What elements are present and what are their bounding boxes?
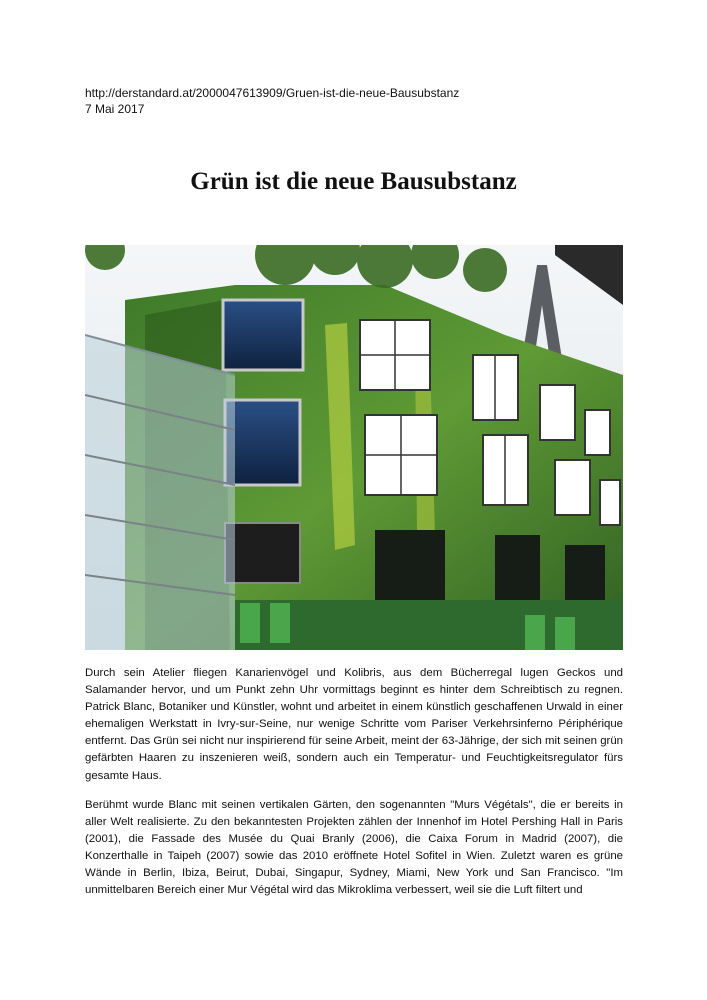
article-title: Grün ist die neue Bausubstanz — [190, 168, 517, 195]
article-photo — [85, 245, 623, 650]
source-url: http://derstandard.at/2000047613909/Gruen-ist-die-neue-Bausubstanz — [85, 86, 460, 100]
document-meta — [85, 85, 459, 117]
paragraph-2: Berühmt wurde Blanc mit seinen vertikalen Gärten, den sogenannten "Murs Végétals", die er bereits in aller Welt realisierte. Zu den bekanntesten Projekten zählen der Innenhof im Hotel Pershing Hall in Paris (2001), die Fassade des Musée du Quai Branly (2006), die Caixa Forum in Madrid (2007), die Konzerthalle in Taipeh (2007) sowie das 2010 eröffnete Hotel Sofitel in Wien. Zuletzt waren es grüne Wände in Berlin, Ibiza, Beirut, Dubai, Singapur, Sydney, Miami, New York und San Francisco. "Im unmittelbaren Bereich einer Mur Végétal wird das Mikroklima verbessert, weil sie die Luft filtert und — [85, 799, 623, 897]
publish-date: 7 Mai 2017 — [85, 102, 145, 116]
paragraph-1: Durch sein Atelier fliegen Kanarienvögel und Kolibris, aus dem Bücherregal lugen Geckos und Salamander hervor, und um Punkt zehn Uhr vormittags beginnt es hinter dem Schreibtisch zu regnen. Patrick Blanc, Botaniker und Künstler, wohnt und arbeitet in einem künstlich geschaffenen Urwald in einer ehemaligen Werkstatt in Ivry-sur-Seine, nur wenige Schritte vom Pariser Verkehrsinferno Périphérique entfernt. Das Grün sei nicht nur inspirierend für seine Arbeit, meint der 63-Jährige, der sich mit seinen grün gefärbten Haaren zu inszenieren weiß, sondern auch ein Temperatur- und Feuchtigkeitsregulator fürs gesamte Haus. — [85, 667, 623, 782]
photo-icon — [85, 245, 623, 650]
